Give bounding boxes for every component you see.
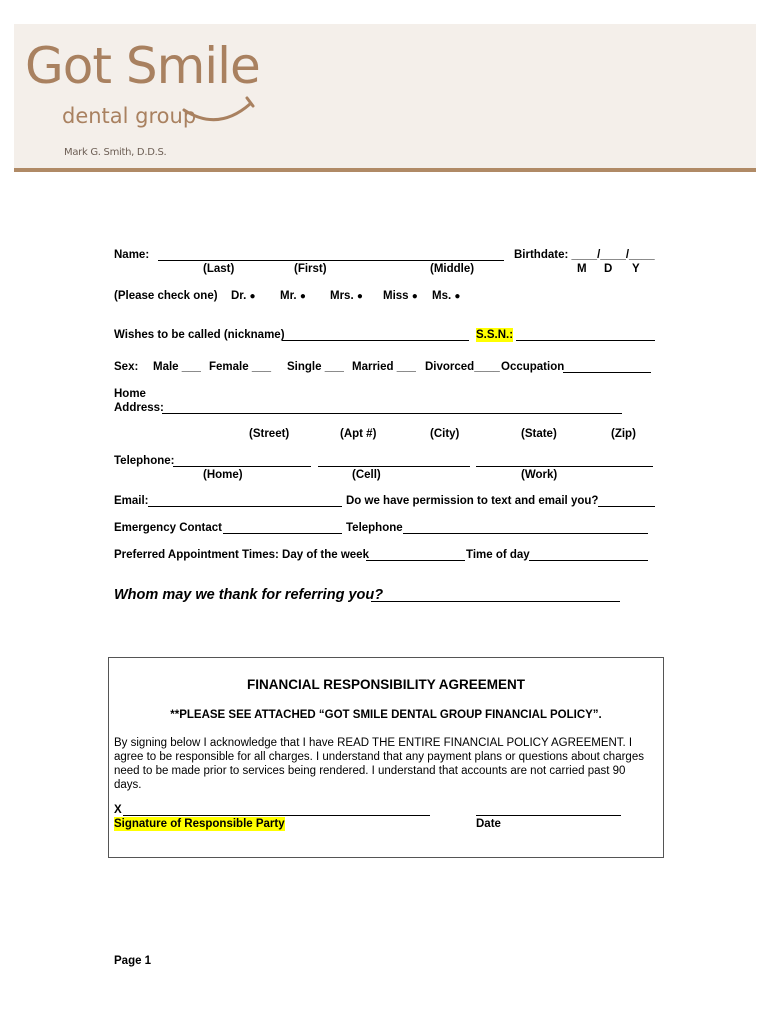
appointment-day-label: Preferred Appointment Times: Day of the week [114, 549, 369, 561]
date-part-day: D [604, 263, 613, 275]
date-part-year: Y [632, 263, 640, 275]
financial-agreement-box [108, 657, 664, 858]
ssn-field[interactable] [516, 340, 655, 341]
ssn-label: S.S.N.: [476, 329, 514, 341]
occupation-field[interactable] [563, 372, 651, 373]
date-label: Date [476, 818, 501, 830]
work-phone-field[interactable] [476, 466, 653, 467]
emergency-contact-field[interactable] [223, 533, 342, 534]
bullet-icon: ● [249, 291, 256, 302]
bullet-icon: ● [411, 291, 418, 302]
sex-label: Sex: [114, 361, 139, 373]
signature-label: Signature of Responsible Party [114, 818, 285, 830]
marital-option-divorced[interactable]: Divorced____ [425, 361, 500, 373]
referral-label: Whom may we thank for referring you? [114, 587, 384, 603]
name-part-last: (Last) [203, 263, 235, 275]
bullet-icon: ● [454, 291, 461, 302]
letterhead-divider [14, 168, 756, 172]
emergency-phone-field[interactable] [403, 533, 648, 534]
title-option-ms[interactable]: Ms. ● [432, 290, 461, 302]
appointment-time-field[interactable] [529, 560, 648, 561]
name-part-middle: (Middle) [430, 263, 475, 275]
name-part-first: (First) [294, 263, 327, 275]
phone-part-home: (Home) [203, 469, 243, 481]
title-option-mrs[interactable]: Mrs. ● [330, 290, 363, 302]
address-label: Address: [114, 402, 164, 414]
title-option-miss[interactable]: Miss ● [383, 290, 418, 302]
title-option-dr[interactable]: Dr. ● [231, 290, 256, 302]
signature-field[interactable] [123, 815, 430, 816]
name-label: Name: [114, 249, 150, 261]
emergency-phone-label: Telephone [346, 522, 403, 534]
email-label: Email: [114, 495, 149, 507]
sex-option-male[interactable]: Male ___ [153, 361, 201, 373]
logo-subtitle: dental group [62, 104, 197, 128]
date-field[interactable] [476, 815, 621, 816]
name-field[interactable] [158, 260, 504, 261]
birthdate-label[interactable]: Birthdate: ____/____/____ [514, 249, 655, 261]
referral-field[interactable] [371, 601, 620, 602]
address-part-state: (State) [521, 428, 557, 440]
appointment-time-label: Time of day [466, 549, 530, 561]
email-field[interactable] [148, 506, 342, 507]
address-part-zip: (Zip) [611, 428, 636, 440]
phone-part-work: (Work) [521, 469, 558, 481]
bullet-icon: ● [356, 291, 363, 302]
nickname-label: Wishes to be called (nickname) [114, 329, 285, 341]
address-field[interactable] [162, 413, 622, 414]
agreement-paragraph: By signing below I acknowledge that I have READ THE ENTIRE FINANCIAL POLICY AGREEMENT. I agree to be responsible for all charges. I understand that any payment plans or questions about charges need to be made prior to services being rendered. I understand that accounts are not carried past 90 days. [114, 737, 644, 791]
address-part-apt: (Apt #) [340, 428, 377, 440]
address-label-home: Home [114, 388, 146, 400]
cell-phone-field[interactable] [318, 466, 470, 467]
date-part-month: M [577, 263, 587, 275]
check-one-label: (Please check one) [114, 290, 218, 302]
agreement-title: FINANCIAL RESPONSIBILITY AGREEMENT [246, 677, 526, 692]
page-number: Page 1 [114, 955, 152, 967]
marital-option-single[interactable]: Single ___ [287, 361, 344, 373]
logo-title: Got Smile [25, 37, 260, 95]
emergency-contact-label: Emergency Contact [114, 522, 223, 534]
permission-label: Do we have permission to text and email you? [346, 495, 599, 507]
phone-part-cell: (Cell) [352, 469, 381, 481]
appointment-day-field[interactable] [366, 560, 465, 561]
nickname-field[interactable] [282, 340, 469, 341]
smile-icon [180, 92, 260, 128]
title-option-mr[interactable]: Mr. ● [280, 290, 306, 302]
home-phone-field[interactable] [173, 466, 311, 467]
bullet-icon: ● [299, 291, 306, 302]
address-part-city: (City) [430, 428, 460, 440]
address-part-street: (Street) [249, 428, 290, 440]
permission-field[interactable] [598, 506, 655, 507]
occupation-label: Occupation [501, 361, 565, 373]
sex-option-female[interactable]: Female ___ [209, 361, 272, 373]
telephone-label: Telephone: [114, 455, 175, 467]
agreement-subtitle: **PLEASE SEE ATTACHED “GOT SMILE DENTAL GROUP FINANCIAL POLICY”. [170, 709, 602, 721]
marital-option-married[interactable]: Married ___ [352, 361, 416, 373]
doctor-name: Mark G. Smith, D.D.S. [64, 147, 167, 158]
signature-x: X [114, 804, 122, 816]
